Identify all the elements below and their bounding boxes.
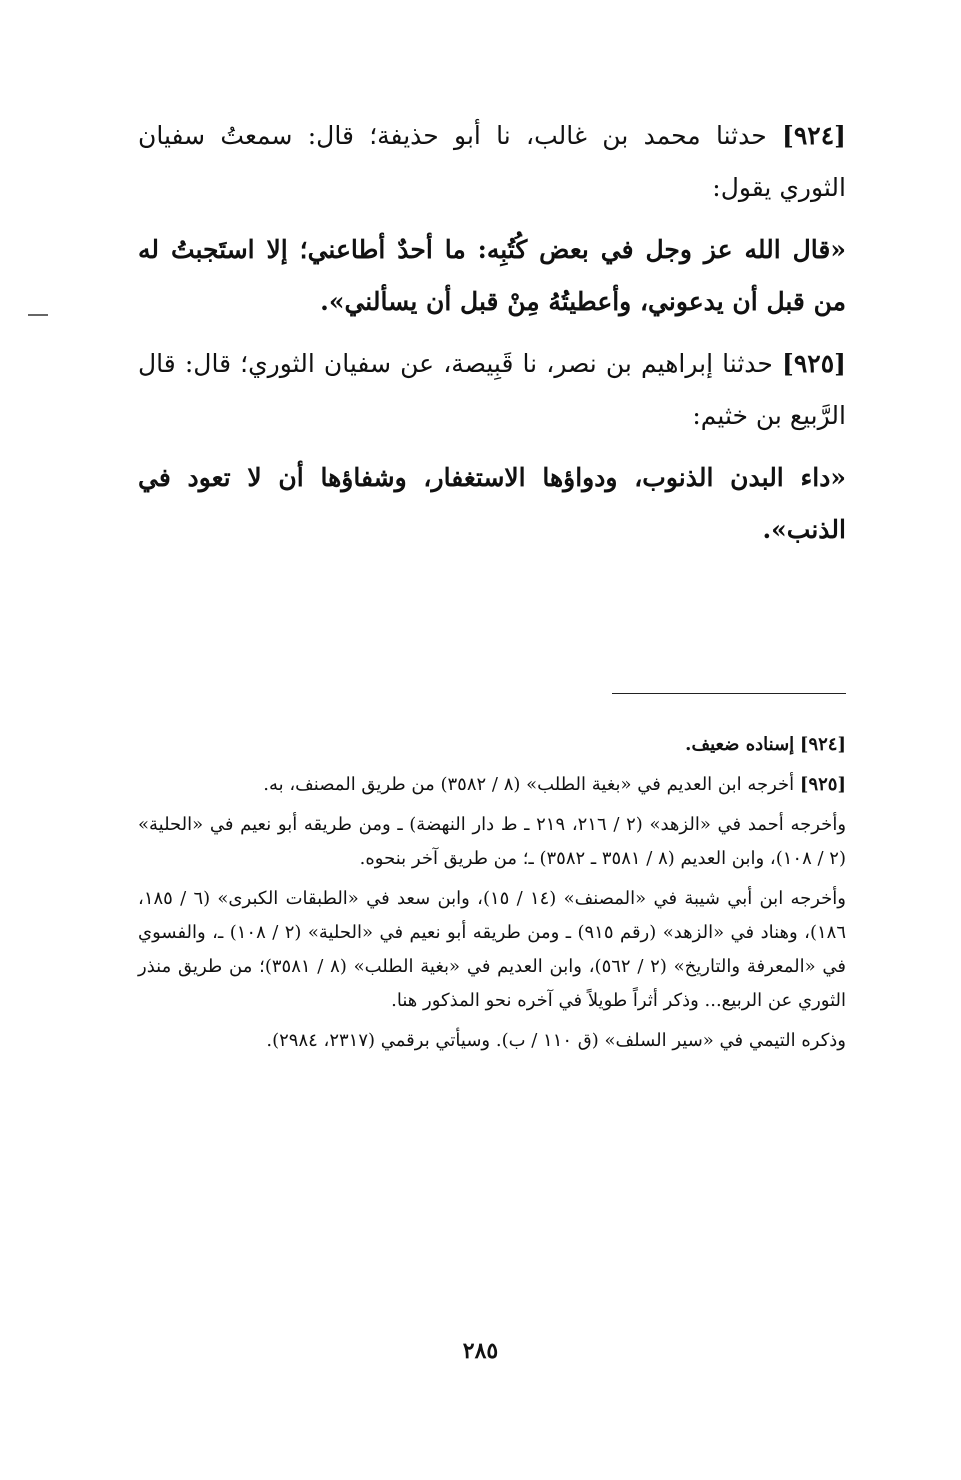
footnote-paragraph: وأخرجه ابن أبي شيبة في «المصنف» (١٤ / ١٥)، وابن سعد في «الطبقات الكبرى» (٦ / ١٨٥، ١٨٦)، وهناد في «الزهد» (رقم ٩١٥) ـ ومن طريقه أبو نعيم في «الحلية» (٢ / ١٠٨) ـ، والفسوي في «المعرفة والتاريخ» (٢ / ٥٦٢)، وابن العديم في «بغية الطلب» (٨ / ٣٥٨١)؛ من طريق منذر الثوري عن الربيع... وذكر أثراً طويلاً في آخره نحو المذكور هنا. — [138, 888, 846, 1011]
quote-925: «داء البدن الذنوب، ودواؤها الاستغفار، وشفاؤها أن لا تعود في الذنب». — [138, 463, 846, 544]
quote-924: «قال الله عز وجل في بعض كُتُبِه: ما أحدٌ أطاعني؛ إلا استَجبتُ له من قبل أن يدعوني، وأعطيتُهُ مِنْ قبل أن يسألني». — [138, 235, 846, 316]
footnotes — [138, 728, 846, 1064]
footnote-paragraph: وأخرجه أحمد في «الزهد» (٢ / ٢١٦، ٢١٩ ـ ط دار النهضة) ـ ومن طريقه أبو نعيم في «الحلية» (٢ / ١٠٨)، وابن العديم (٨ / ٣٥٨١ ـ ٣٥٨٢) ـ؛ من طريق آخر بنحوه. — [138, 814, 847, 869]
main-text — [138, 110, 846, 566]
paragraph-924 — [138, 110, 846, 214]
footnote-text: إسناده ضعيف. — [685, 734, 795, 755]
footnote-text: أخرجه ابن العديم في «بغية الطلب» (٨ / ٣٥٨٢) من طريق المصنف، به. — [263, 774, 795, 795]
paragraph-925 — [138, 338, 846, 442]
footnote-divider — [612, 693, 846, 694]
paragraph-text: حدثنا محمد بن غالب، نا أبو حذيفة؛ قال: سمعتُ سفيان الثوري يقول: — [138, 121, 846, 202]
footnote-number: [٩٢٤] — [799, 734, 846, 755]
footnote-number: [٩٢٥] — [799, 774, 846, 795]
footnote-924 — [138, 728, 846, 762]
footnote-paragraph: وذكره التيمي في «سير السلف» (ق ١١٠ / ب). وسيأتي برقمي (٢٣١٧، ٢٩٨٤). — [266, 1030, 846, 1051]
hadith-number: [٩٢٥] — [782, 349, 846, 378]
page-number: ٢٨٥ — [462, 1338, 499, 1364]
paragraph-text: حدثنا إبراهيم بن نصر، نا قَبِيصة، عن سفيان الثوري؛ قال: قال الرَّبيع بن خثيم: — [138, 349, 846, 430]
footnote-925 — [138, 768, 846, 802]
margin-mark — [28, 314, 48, 316]
hadith-number: [٩٢٤] — [782, 121, 846, 150]
